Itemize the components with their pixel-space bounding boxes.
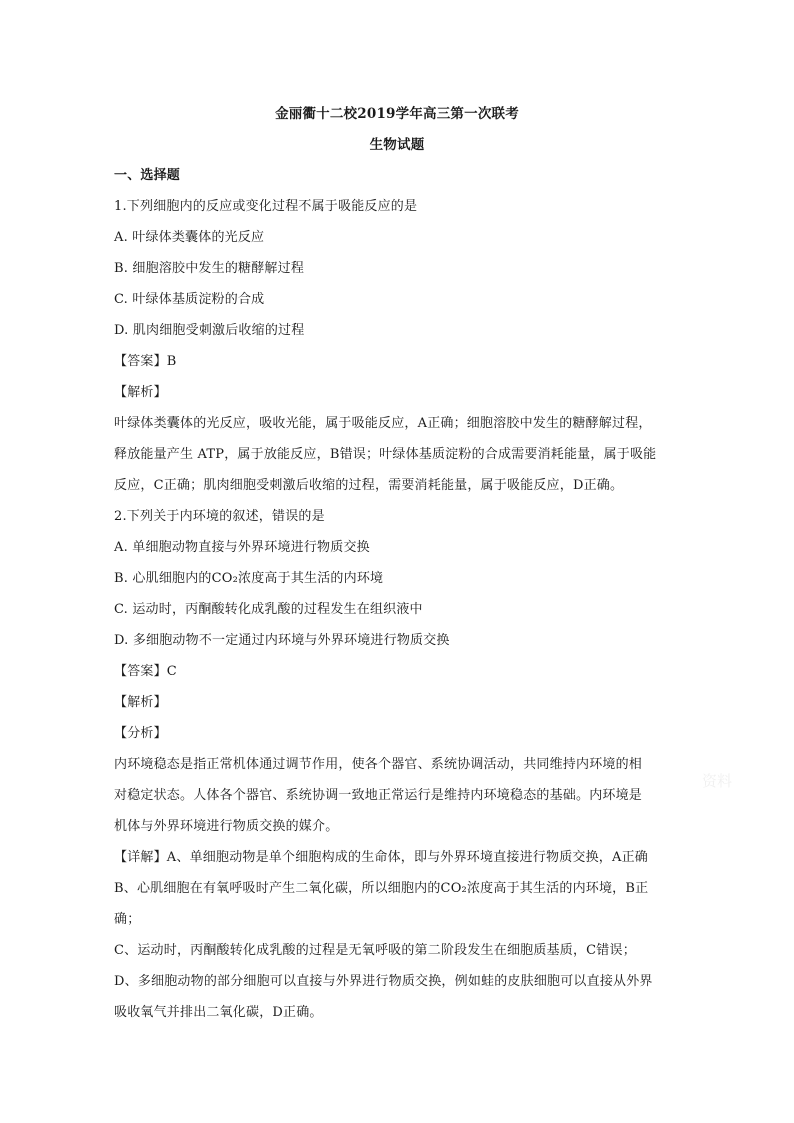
question-2-option-c: C. 运动时，丙酮酸转化成乳酸的过程发生在组织液中 [114,602,423,617]
question-2-detail-line: D、多细胞动物的部分细胞可以直接与外界进行物质交换，例如蛙的皮肤细胞可以直接从外界 [114,974,653,989]
question-2-fenxi-line: 机体与外界环境进行物质交换的媒介。 [114,819,339,834]
section-heading: 一、选择题 [114,168,181,183]
question-2-fenxi-line: 内环境稳态是指正常机体通过调节作用，使各个器官、系统协调活动，共同维持内环境的相 [114,757,643,772]
question-1-option-d: D. 肌肉细胞受刺激后收缩的过程 [114,323,305,338]
question-2-text: 2.下列关于内环境的叙述，错误的是 [114,509,325,524]
question-1-analysis-line: 反应，C正确；肌肉细胞受刺激后收缩的过程，需要消耗能量，属于吸能反应，D正确。 [114,478,624,493]
question-1-analysis-label: 【解析】 [114,385,167,400]
document-subtitle: 生物试题 [369,137,425,153]
question-2-answer: 【答案】C [114,664,177,679]
question-1-option-c: C. 叶绿体基质淀粉的合成 [114,292,265,307]
watermark-text: 资料 [702,772,733,790]
question-2-detail-line: 【详解】A、单细胞动物是单个细胞构成的生命体，即与外界环境直接进行物质交换，A正确 [114,850,648,865]
question-2-fenxi-label: 【分析】 [114,726,167,741]
question-1-answer: 【答案】B [114,354,177,369]
question-1-option-a: A. 叶绿体类囊体的光反应 [114,230,265,245]
question-2-analysis-label: 【解析】 [114,695,167,710]
question-1-text: 1.下列细胞内的反应或变化过程不属于吸能反应的是 [114,199,418,214]
question-2-option-a: A. 单细胞动物直接与外界环境进行物质交换 [114,540,370,555]
question-1-option-b: B. 细胞溶胶中发生的糖酵解过程 [114,261,305,276]
question-1-analysis-line: 释放能量产生 ATP，属于放能反应，B错误；叶绿体基质淀粉的合成需要消耗能量，属于吸能 [114,447,657,462]
question-2-detail-line: 吸收氧气并排出二氧化碳，D正确。 [114,1005,323,1020]
question-2-fenxi-line: 对稳定状态。人体各个器官、系统协调一致地正常运行是维持内环境稳态的基础。内环境是 [114,788,643,803]
question-1-analysis-line: 叶绿体类囊体的光反应，吸收光能，属于吸能反应，A正确；细胞溶胶中发生的糖酵解过程， [114,416,652,431]
question-2-option-b: B. 心肌细胞内的CO₂浓度高于其生活的内环境 [114,571,384,586]
document-title: 金丽衢十二校2019学年高三第一次联考 [275,106,519,122]
question-2-detail-line: C、运动时，丙酮酸转化成乳酸的过程是无氧呼吸的第二阶段发生在细胞质基质，C错误； [114,943,636,958]
question-2-detail-line: 确； [114,912,141,927]
question-2-detail-line: B、心肌细胞在有氧呼吸时产生二氧化碳，所以细胞内的CO₂浓度高于其生活的内环境，B正 [114,881,649,896]
question-2-option-d: D. 多细胞动物不一定通过内环境与外界环境进行物质交换 [114,633,450,648]
